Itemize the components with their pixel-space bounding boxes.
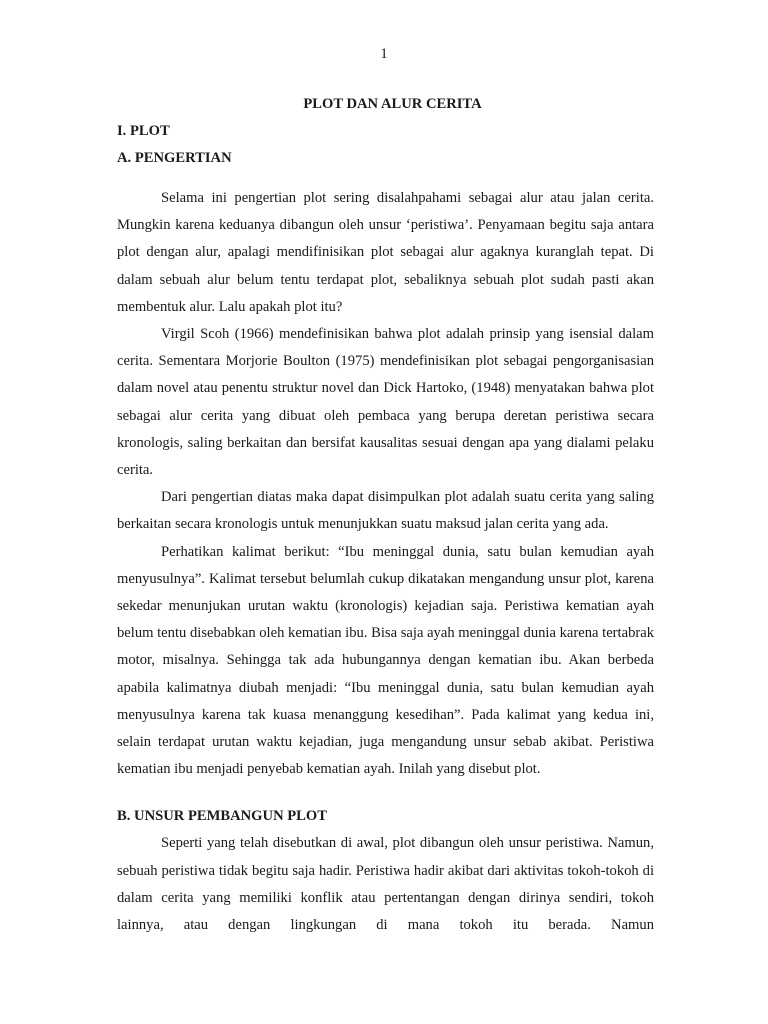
subsection-heading-pengertian: A. PENGERTIAN [117, 150, 232, 166]
section-gap [117, 783, 654, 803]
paragraph: Selama ini pengertian plot sering disalahpahami sebagai alur atau jalan cerita. Mungkin karena keduanya dibangun oleh unsur ‘peristiwa’. Penyamaan begitu saja antara plot dengan alur, apalagi mendifinisikan plot sebagai alur agaknya kuranglah tepat. Di dalam sebuah alur belum tentu terdapat plot, sebaliknya sebuah plot sudah pasti akan membentuk alur. Lalu apakah plot itu? [117, 190, 654, 315]
paragraph: Virgil Scoh (1966) mendefinisikan bahwa plot adalah prinsip yang isensial dalam cerita. Sementara Morjorie Boulton (1975) mendefinisikan plot sebagai pengorganisasian dalam novel atau penentu struktur novel dan Dick Hartoko, (1948) menyatakan bahwa plot sebagai alur cerita yang dibuat oleh pembaca yang berupa deretan peristiwa secara kronologis, saling berkaitan dan bersifat kausalitas sesuai dengan apa yang dialami pelaku cerita. [117, 326, 654, 479]
page-number: 1 [380, 46, 388, 62]
document-title: PLOT DAN ALUR CERITA [303, 96, 482, 112]
paragraph: Seperti yang telah disebutkan di awal, plot dibangun oleh unsur peristiwa. Namun, sebuah peristiwa tidak begitu saja hadir. Peristiwa hadir akibat dari aktivitas tokoh-tokoh di dalam cerita yang memiliki konflik atau pertentangan dengan dirinya sendiri, tokoh lainnya, atau dengan lingkungan di mana tokoh itu berada. Namun [117, 835, 654, 934]
document-body [117, 91, 654, 939]
paragraph: Dari pengertian diatas maka dapat disimpulkan plot adalah suatu cerita yang saling berkaitan secara kronologis untuk menunjukkan suatu maksud jalan cerita yang ada. [117, 489, 654, 533]
subsection-heading-unsur-pembangun-plot: B. UNSUR PEMBANGUN PLOT [117, 808, 327, 825]
section-heading-plot: I. PLOT [117, 123, 170, 139]
heading-gap [117, 172, 654, 185]
paragraph: Perhatikan kalimat berikut: “Ibu meninggal dunia, satu bulan kemudian ayah menyusulnya”. Kalimat tersebut belumlah cukup dikatakan mengandung unsur plot, karena sekedar menunjukan urutan waktu (kronologis) kejadian saja. Peristiwa kematian ayah belum tentu disebabkan oleh kematian ibu. Bisa saja ayah meninggal dunia karena tertabrak motor, misalnya. Sehingga tak ada hubungannya dengan kematian ibu. Akan berbeda apabila kalimatnya diubah menjadi: “Ibu meninggal dunia, satu bulan kemudian ayah menyusulnya karena tak kuasa menanggung kesedihan”. Pada kalimat yang kedua ini, selain terdapat urutan waktu kejadian, juga mengandung unsur sebab akibat. Peristiwa kematian ibu menjadi penyebab kematian ayah. Inilah yang disebut plot. [117, 543, 654, 778]
